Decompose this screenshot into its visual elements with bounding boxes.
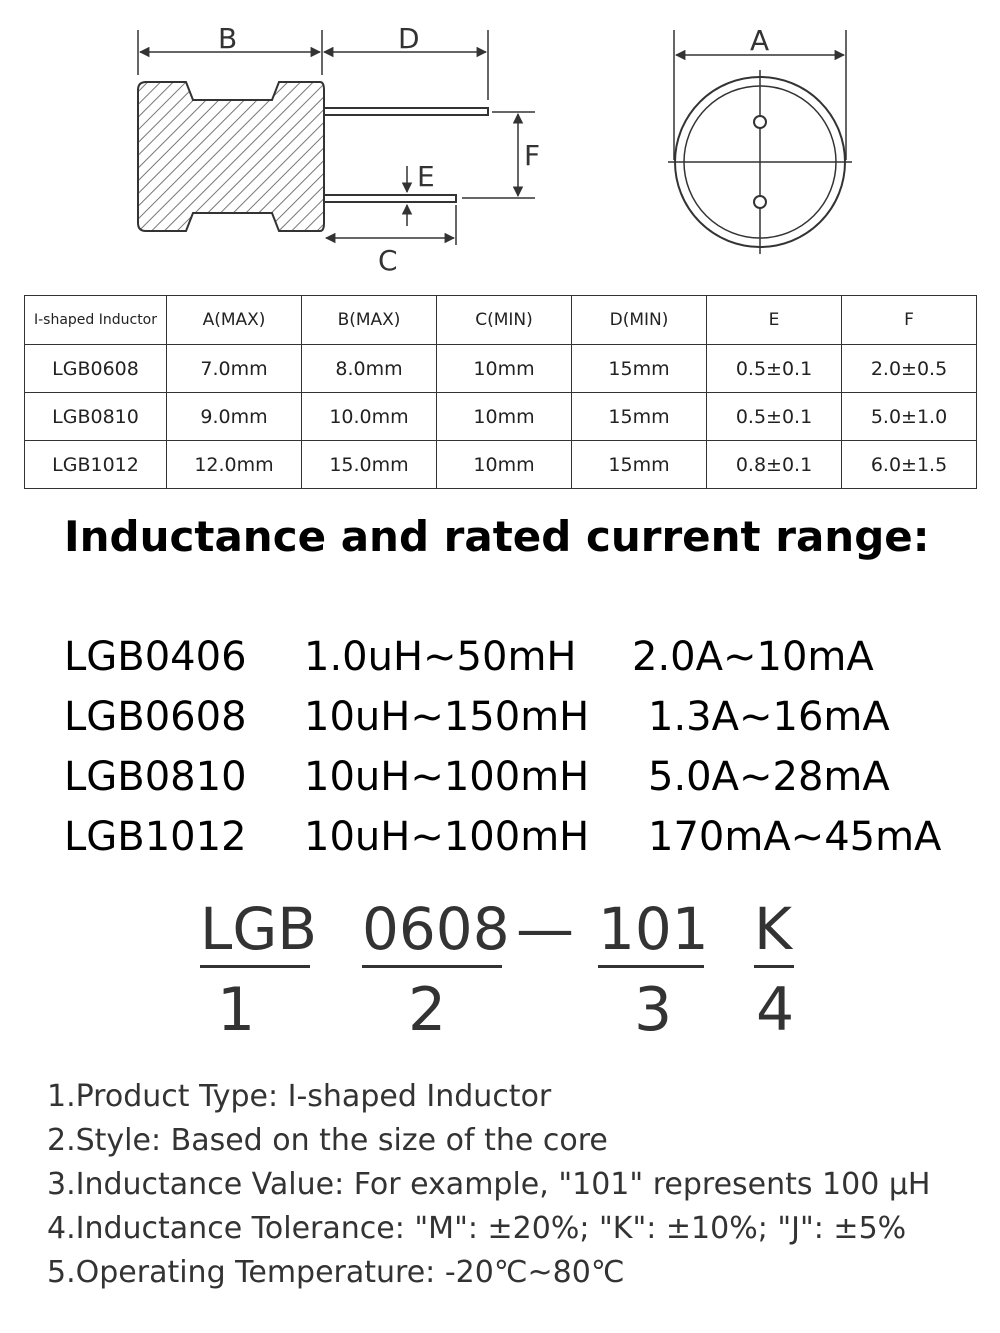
range-heading: Inductance and rated current range: — [64, 512, 930, 561]
code-part-size: 0608 — [362, 895, 510, 963]
range-row — [0, 814, 1000, 874]
cell-f: 2.0±0.5 — [842, 345, 977, 393]
range-current: 1.3A~16mA — [648, 694, 890, 740]
underline-3 — [598, 965, 704, 968]
table-row — [25, 345, 977, 393]
underline-1 — [200, 965, 310, 968]
cell-d: 15mm — [572, 345, 707, 393]
code-part-type: LGB — [200, 895, 318, 963]
notes-list — [47, 1075, 931, 1295]
range-inductance: 1.0uH~50mH — [304, 634, 577, 680]
range-inductance: 10uH~100mH — [304, 754, 590, 800]
cell-c: 10mm — [437, 393, 572, 441]
range-inductance: 10uH~150mH — [304, 694, 590, 740]
table-header-row — [25, 296, 977, 345]
code-separator: — — [516, 895, 574, 963]
cell-b: 8.0mm — [302, 345, 437, 393]
range-row — [0, 754, 1000, 814]
note-item: 5.Operating Temperature: -20℃~80℃ — [47, 1255, 625, 1290]
code-part-value: 101 — [598, 895, 709, 963]
cell-b: 15.0mm — [302, 441, 437, 489]
header-d: D(MIN) — [572, 296, 707, 345]
header-a: A(MAX) — [167, 296, 302, 345]
header-e: E — [707, 296, 842, 345]
header-f: F — [842, 296, 977, 345]
cell-model: LGB0608 — [25, 345, 167, 393]
long-lead — [324, 108, 488, 115]
header-b: B(MAX) — [302, 296, 437, 345]
label-b: B — [218, 22, 238, 55]
label-a: A — [750, 24, 770, 57]
note-item: 4.Inductance Tolerance: "M": ±20%; "K": ±10%; "J": ±5% — [47, 1211, 907, 1246]
header-type: I-shaped Inductor — [25, 296, 167, 345]
header-c: C(MIN) — [437, 296, 572, 345]
short-lead — [324, 195, 456, 202]
code-number-4: 4 — [756, 975, 795, 1045]
spec-table — [24, 295, 977, 489]
cell-model: LGB0810 — [25, 393, 167, 441]
code-part-tolerance: K — [754, 895, 793, 963]
range-current: 170mA~45mA — [648, 814, 942, 860]
note-item: 2.Style: Based on the size of the core — [47, 1123, 608, 1158]
underline-4 — [754, 965, 794, 968]
label-f: F — [524, 139, 541, 172]
range-current: 2.0A~10mA — [632, 634, 874, 680]
cell-b: 10.0mm — [302, 393, 437, 441]
cell-a: 9.0mm — [167, 393, 302, 441]
inductor-side-view — [138, 82, 324, 231]
note-item: 3.Inductance Value: For example, "101" represents 100 μH — [47, 1167, 931, 1202]
cell-d: 15mm — [572, 393, 707, 441]
range-model: LGB0608 — [64, 694, 247, 740]
cell-e: 0.8±0.1 — [707, 441, 842, 489]
cell-a: 7.0mm — [167, 345, 302, 393]
cell-e: 0.5±0.1 — [707, 393, 842, 441]
cell-e: 0.5±0.1 — [707, 345, 842, 393]
cell-c: 10mm — [437, 345, 572, 393]
label-e: E — [417, 160, 435, 193]
range-current: 5.0A~28mA — [648, 754, 890, 800]
table-row — [25, 393, 977, 441]
dimension-diagram — [0, 0, 1000, 290]
range-inductance: 10uH~100mH — [304, 814, 590, 860]
label-d: D — [398, 22, 420, 55]
table-row — [25, 441, 977, 489]
cell-d: 15mm — [572, 441, 707, 489]
note-item: 1.Product Type: I-shaped Inductor — [47, 1079, 552, 1114]
cell-f: 6.0±1.5 — [842, 441, 977, 489]
cell-f: 5.0±1.0 — [842, 393, 977, 441]
code-number-3: 3 — [634, 975, 673, 1045]
underline-2 — [362, 965, 502, 968]
cell-a: 12.0mm — [167, 441, 302, 489]
range-row — [0, 634, 1000, 694]
code-number-1: 1 — [217, 975, 256, 1045]
cell-c: 10mm — [437, 441, 572, 489]
range-model: LGB0810 — [64, 754, 247, 800]
cell-model: LGB1012 — [25, 441, 167, 489]
range-model: LGB1012 — [64, 814, 247, 860]
range-model: LGB0406 — [64, 634, 247, 680]
range-row — [0, 694, 1000, 754]
label-c: C — [378, 244, 398, 277]
code-number-2: 2 — [408, 975, 447, 1045]
